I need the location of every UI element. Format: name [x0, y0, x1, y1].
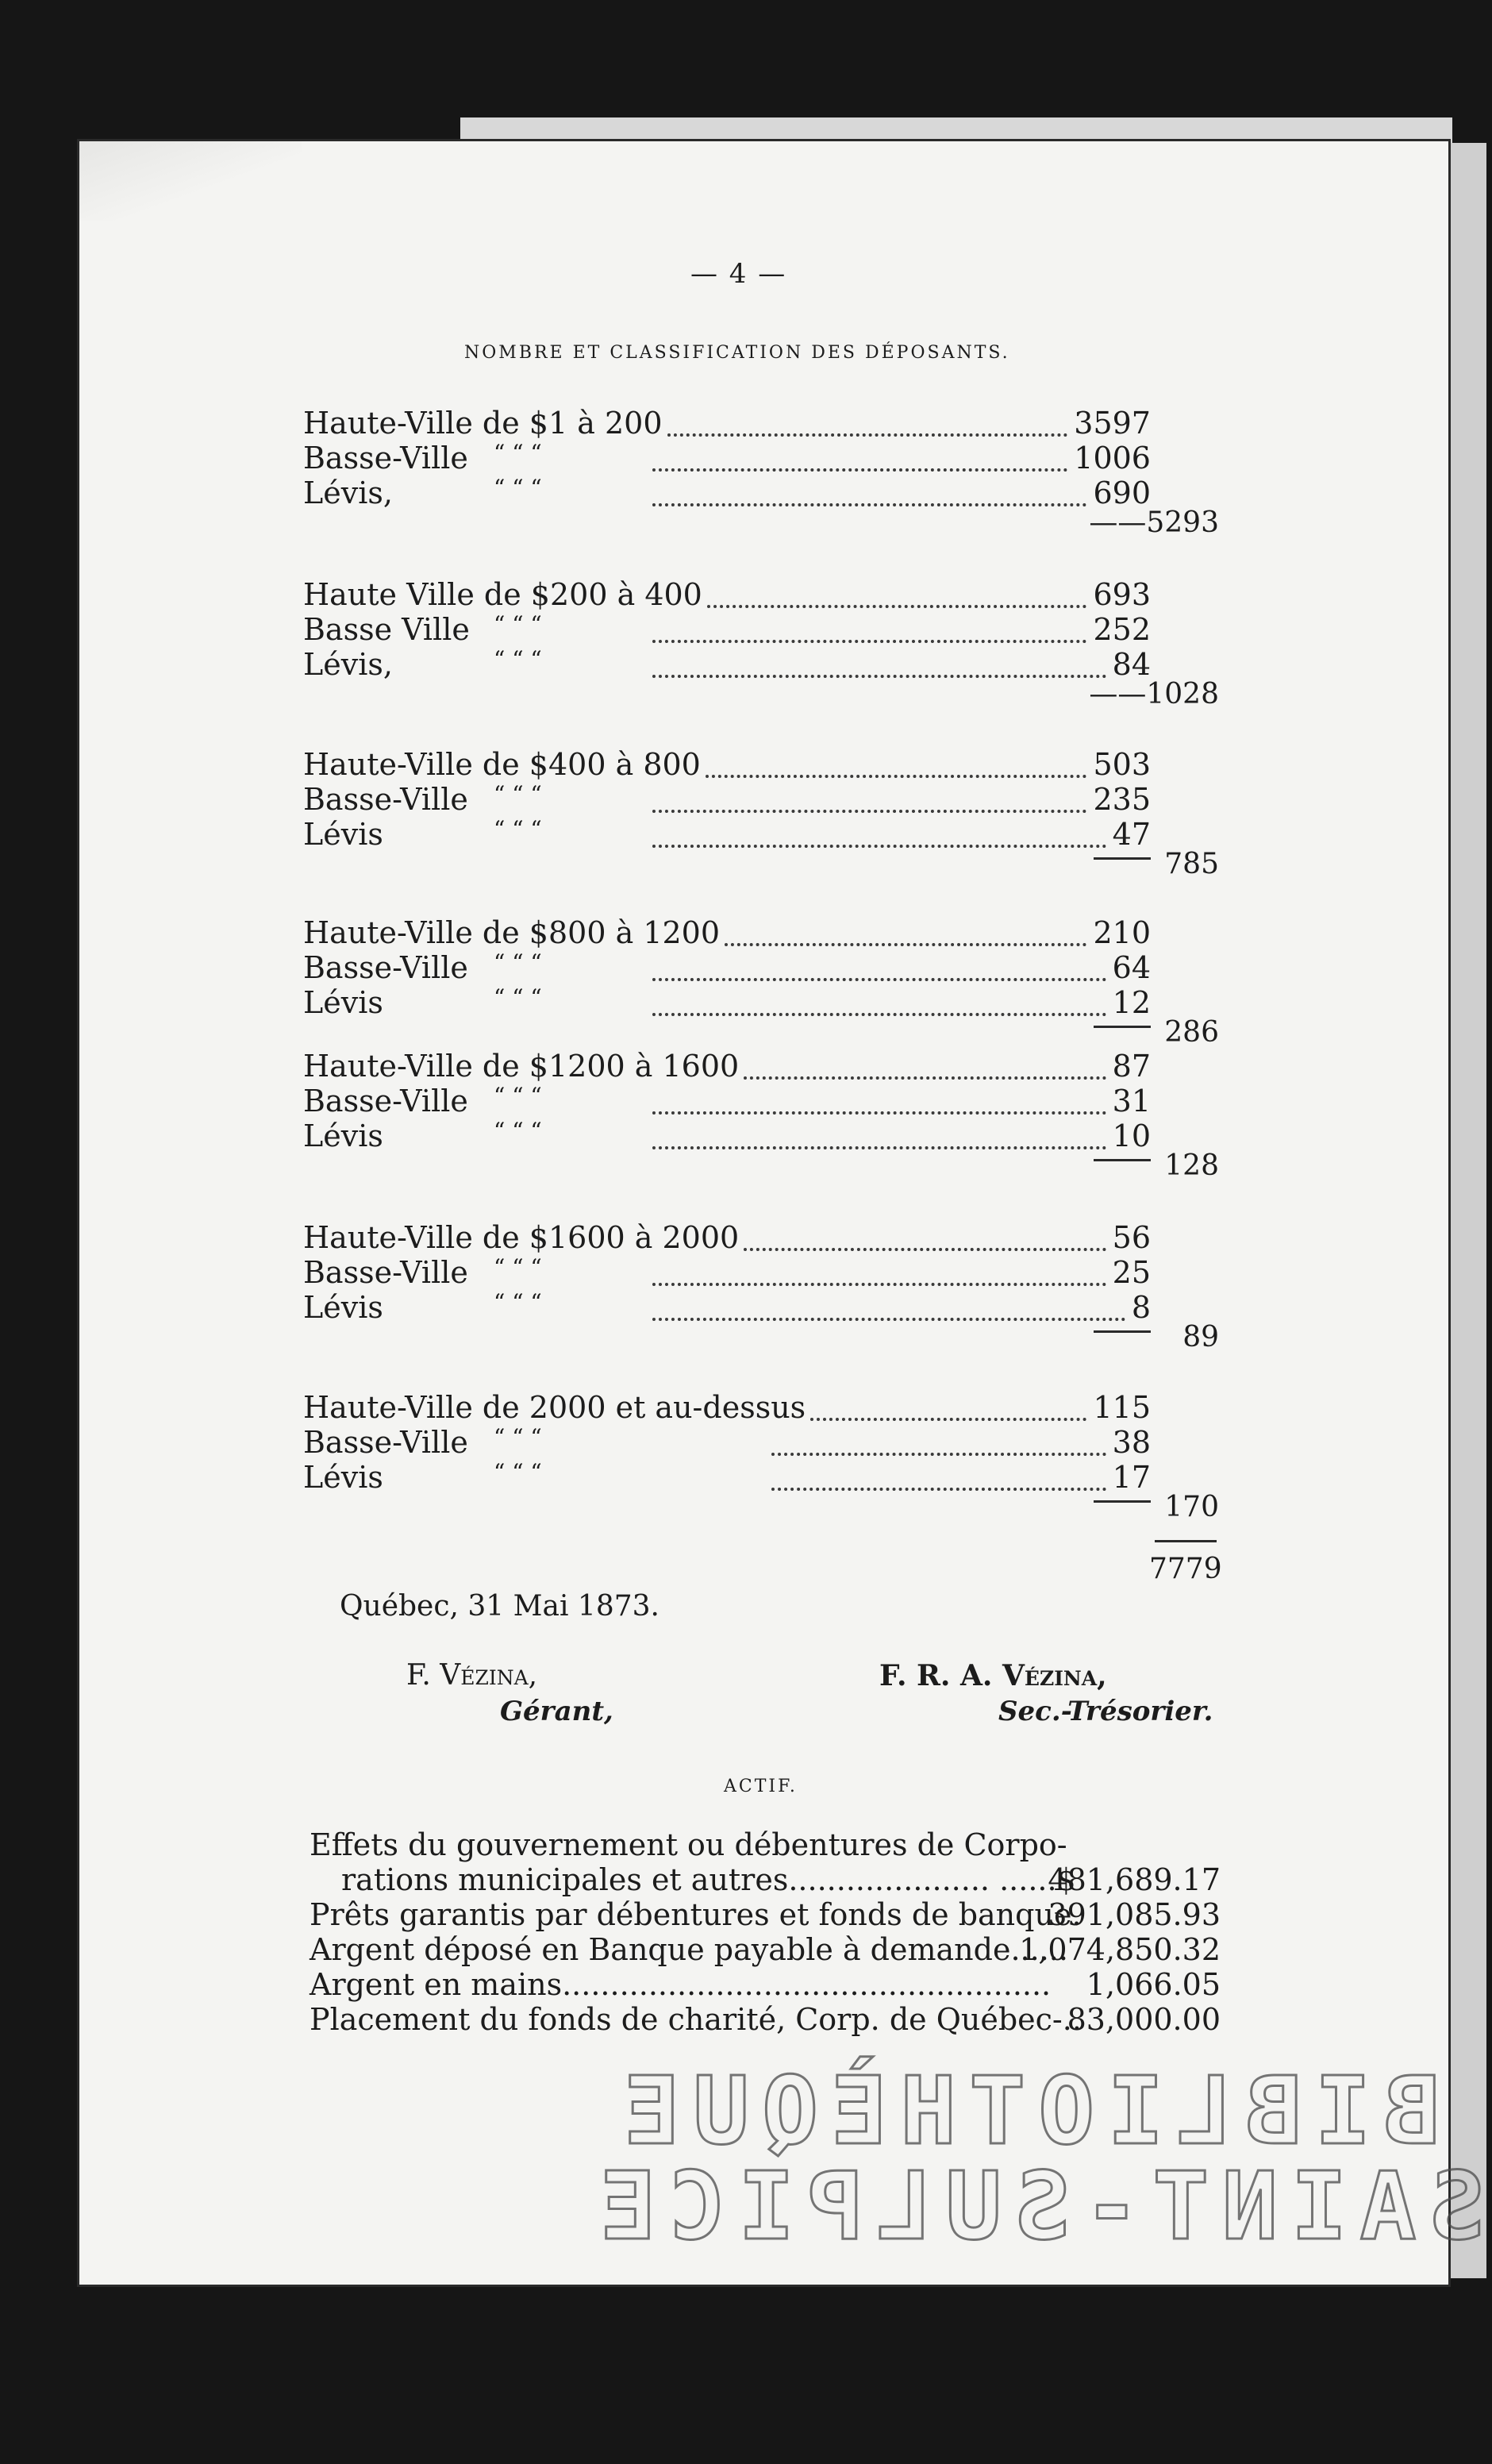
depositor-row-label: Haute-Ville de $800 à 1200	[303, 915, 721, 950]
leader-dots	[810, 1415, 1086, 1421]
subtotal-value: 785	[1164, 848, 1219, 880]
depositor-row-value: 47	[1112, 817, 1151, 852]
ditto-marks: “ “ “	[494, 1424, 542, 1450]
subtotal-value: 128	[1164, 1149, 1219, 1182]
subtotal-value: 170	[1164, 1491, 1219, 1523]
leader-dots	[652, 1280, 1106, 1286]
depositor-row	[303, 986, 1151, 1019]
leader-dots	[667, 430, 1067, 437]
depositor-row-value: 25	[1112, 1255, 1151, 1290]
ditto-marks: “ “ “	[494, 816, 542, 842]
depositor-row-label: Haute Ville de $200 à 400	[303, 577, 702, 612]
ditto-marks: “ “ “	[494, 1254, 542, 1280]
signature-right-name	[879, 1659, 1107, 1692]
depositor-row-value: 10	[1112, 1118, 1151, 1153]
depositor-row-label: Lévis	[303, 985, 383, 1020]
actif-row-label: Effets du gouvernement ou débentures de Corpo-	[310, 1827, 1067, 1862]
ditto-marks: “ “ “	[494, 611, 542, 637]
ditto-marks: “ “ “	[494, 984, 542, 1011]
depositor-row	[303, 1391, 1151, 1424]
depositor-row-label: Basse-Ville	[303, 1255, 468, 1290]
leader-dots	[744, 1245, 1106, 1251]
leader-dots	[707, 602, 1086, 608]
section-heading: NOMBRE ET CLASSIFICATION DES DÉPOSANTS.	[464, 343, 1010, 363]
depositor-row-label: Lévis	[303, 1118, 383, 1153]
subtotal-value: ——5293	[1089, 506, 1219, 539]
depositor-row-value: 503	[1093, 747, 1151, 782]
actif-row-value: 481,689.17	[1048, 1862, 1221, 1897]
signature-left-title: Gérant,	[500, 1696, 613, 1727]
ditto-marks: “ “ “	[494, 949, 542, 976]
leader-dots	[652, 1143, 1106, 1149]
ditto-marks: “ “ “	[494, 1289, 542, 1315]
actif-row-label: rations municipales et autres..................... ......$	[341, 1862, 1076, 1897]
depositor-row-label: Lévis	[303, 817, 383, 852]
depositor-row	[303, 916, 1151, 949]
leader-dots	[652, 807, 1086, 813]
page-fold-shadow	[79, 141, 302, 221]
depositor-row-value: 8	[1131, 1290, 1151, 1325]
actif-row-value: 83,000.00	[1067, 2002, 1221, 2037]
leader-dots	[652, 637, 1086, 643]
depositor-row	[303, 951, 1151, 984]
leader-dots	[652, 975, 1106, 981]
depositor-row	[303, 1084, 1151, 1118]
actif-row-value: 1,074,850.32	[1019, 1932, 1221, 1967]
actif-row-label: Placement du fonds de charité, Corp. de Québec-..	[310, 2002, 1082, 2037]
depositor-row	[303, 783, 1151, 816]
subtotal-dash	[1094, 857, 1151, 860]
ditto-marks: “ “ “	[494, 1118, 542, 1144]
depositor-row-value: 12	[1112, 985, 1151, 1020]
actif-heading: ACTIF.	[724, 1777, 798, 1796]
signature-left-name	[406, 1659, 537, 1692]
depositor-row-value: 690	[1093, 475, 1151, 510]
depositor-row-value: 210	[1093, 915, 1151, 950]
subtotal-dash	[1094, 1330, 1151, 1333]
depositor-row	[303, 1119, 1151, 1153]
depositor-row-value: 56	[1112, 1220, 1151, 1255]
depositor-row-label: Basse-Ville	[303, 1084, 468, 1118]
depositor-row-label: Lévis,	[303, 475, 393, 510]
depositor-row-value: 235	[1093, 782, 1151, 817]
depositor-row	[303, 1426, 1151, 1459]
place-date: Québec, 31 Mai 1873.	[340, 1590, 659, 1623]
actif-row-value: 1,066.05	[1086, 1967, 1221, 2002]
subtotal-value: ——1028	[1089, 678, 1219, 710]
depositor-row	[303, 578, 1151, 611]
subtotal-dash	[1094, 1026, 1151, 1028]
depositor-row-value: 38	[1112, 1425, 1151, 1460]
depositor-row-label: Basse-Ville	[303, 441, 468, 475]
actif-row-label: Argent en mains...................................................	[310, 1967, 1052, 2002]
depositor-row-value: 693	[1093, 577, 1151, 612]
depositor-row-label: Haute-Ville de $1600 à 2000	[303, 1220, 740, 1255]
subtotal-value: 286	[1164, 1016, 1219, 1049]
depositor-row-value: 1006	[1074, 441, 1151, 475]
depositor-row-value: 252	[1093, 612, 1151, 647]
depositor-row-value: 84	[1112, 647, 1151, 682]
depositor-row	[303, 476, 1151, 510]
leader-dots	[652, 841, 1106, 848]
depositor-row-label: Lévis	[303, 1460, 383, 1495]
depositor-row	[303, 441, 1151, 475]
subtotal-value: 89	[1182, 1321, 1219, 1353]
leader-dots	[652, 465, 1067, 472]
depositor-row-label: Basse-Ville	[303, 782, 468, 817]
depositor-row-value: 115	[1093, 1390, 1151, 1425]
right-name-text: F. R. A. Vézina,	[879, 1659, 1107, 1692]
ditto-marks: “ “ “	[494, 781, 542, 807]
depositor-row-label: Haute-Ville de $400 à 800	[303, 747, 701, 782]
ditto-marks: “ “ “	[494, 1459, 542, 1485]
ditto-marks: “ “ “	[494, 1083, 542, 1109]
leader-dots	[771, 1484, 1106, 1491]
depositor-row	[303, 406, 1151, 440]
depositor-row-label: Lévis,	[303, 647, 393, 682]
depositor-row-value: 3597	[1074, 406, 1151, 441]
depositor-row	[303, 1461, 1151, 1494]
underlying-page-side	[1443, 143, 1486, 2278]
depositor-row	[303, 1049, 1151, 1083]
depositor-row-value: 64	[1112, 950, 1151, 985]
ditto-marks: “ “ “	[494, 646, 542, 672]
depositor-row-value: 87	[1112, 1049, 1151, 1084]
leader-dots	[652, 672, 1106, 678]
depositor-row-label: Lévis	[303, 1290, 383, 1325]
stamp-line-2: SAINT-SULPICE	[587, 2151, 1486, 2261]
depositor-row	[303, 613, 1151, 646]
subtotal-dash	[1094, 1500, 1151, 1503]
ditto-marks: “ “ “	[494, 440, 542, 466]
depositor-row	[303, 1221, 1151, 1254]
depositor-row-label: Haute-Ville de $1 à 200	[303, 406, 663, 441]
leader-dots	[744, 1073, 1106, 1080]
depositor-row	[303, 648, 1151, 681]
leader-dots	[652, 1315, 1125, 1321]
depositor-row-label: Basse-Ville	[303, 1425, 468, 1460]
left-name-text: F. Vézina,	[406, 1659, 538, 1692]
depositor-row	[303, 1256, 1151, 1289]
leader-dots	[652, 1010, 1106, 1016]
leader-dots	[652, 500, 1086, 506]
grand-total-rule	[1155, 1540, 1217, 1542]
depositor-row-label: Basse-Ville	[303, 950, 468, 985]
stamp-line-1: BIBLIOTHÈQUE	[611, 2056, 1440, 2166]
grand-total: 7779	[1149, 1553, 1222, 1585]
leader-dots	[725, 940, 1086, 946]
depositor-row-value: 17	[1112, 1460, 1151, 1495]
depositor-row-label: Basse Ville	[303, 612, 470, 647]
page-number: — 4 —	[690, 258, 787, 290]
depositor-row	[303, 818, 1151, 851]
leader-dots	[706, 772, 1086, 778]
depositor-row-value: 31	[1112, 1084, 1151, 1118]
actif-row-label: Argent déposé en Banque payable à demande......	[310, 1932, 1068, 1967]
actif-row-value: 391,085.93	[1048, 1897, 1221, 1932]
depositor-row-label: Haute-Ville de 2000 et au-dessus	[303, 1390, 806, 1425]
ditto-marks: “ “ “	[494, 475, 542, 501]
depositor-row	[303, 748, 1151, 781]
depositor-row-label: Haute-Ville de $1200 à 1600	[303, 1049, 740, 1084]
leader-dots	[652, 1108, 1106, 1115]
signature-right-title: Sec.-Trésorier.	[998, 1696, 1213, 1727]
depositor-row	[303, 1291, 1151, 1324]
actif-row-label: Prêts garantis par débentures et fonds de banque.	[310, 1897, 1082, 1932]
leader-dots	[771, 1450, 1106, 1456]
subtotal-dash	[1094, 1159, 1151, 1161]
